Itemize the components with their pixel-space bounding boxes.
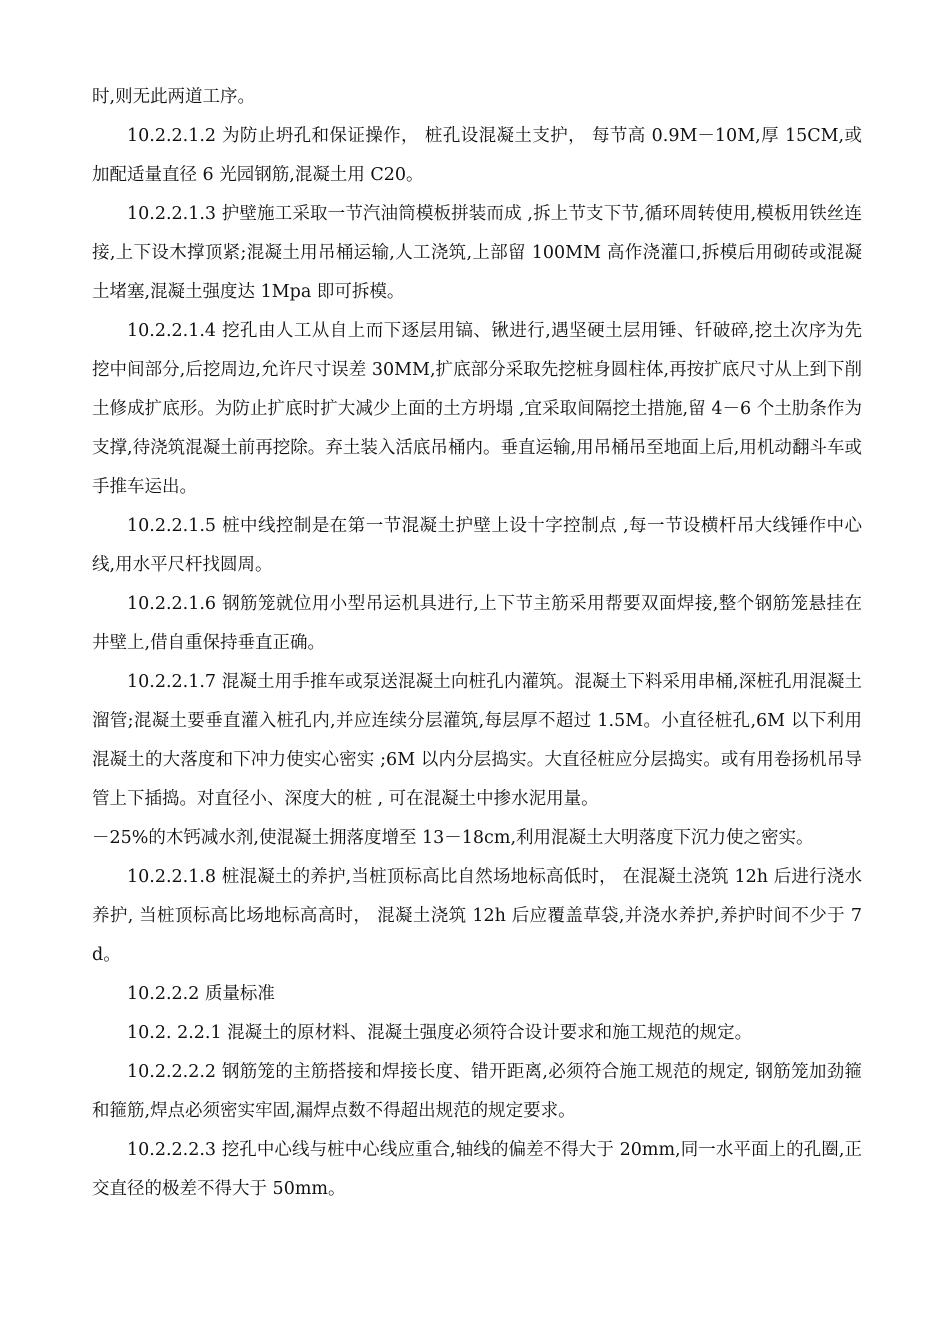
section-heading-quality-standard: 10.2.2.2 质量标准 xyxy=(127,984,275,1004)
paragraph-10-2-2-1-2: 10.2.2.1.2 为防止坍孔和保证操作， 桩孔设混凝土支护， 每节高 0.9M－10M,厚 15CM,或加配适量直径 6 光园钢筋,混凝土用 C20。 xyxy=(92,126,862,185)
paragraph-10-2-2-1-4: 10.2.2.1.4 挖孔由人工从自上而下逐层用镐、锹进行,遇坚硬土层用锤、钎破碎,挖土次序为先挖中间部分,后挖周边,允许尺寸误差 30MM,扩底部分采取先挖桩身圆柱体,再按扩底尺寸从上到下削土修成扩底形。为防止扩底时扩大减少上面的土方坍塌 ,宜采取间隔挖土措施,留 4－6 个土肋条作为支撑,待浇筑混凝土前再挖除。弃土装入活底吊桶内。垂直运输,用吊桶吊至地面上后,用机动翻斗车或手推车运出。 xyxy=(92,321,862,497)
paragraph-10-2-2-2-1: 10.2. 2.2.1 混凝土的原材料、混凝土强度必须符合设计要求和施工规范的规定。 xyxy=(127,1023,753,1043)
paragraph-10-2-2-1-5: 10.2.2.1.5 桩中线控制是在第一节混凝土护壁上设十字控制点 ,每一节设横杆吊大线锤作中心线,用水平尺杆找圆周。 xyxy=(92,516,862,575)
paragraph-admixture-note: －25%的木钙减水剂,使混凝土拥落度增至 13－18cm,利用混凝土大明落度下沉力使之密实。 xyxy=(92,828,814,848)
paragraph-10-2-2-2-3: 10.2.2.2.3 挖孔中心线与桩中心线应重合,轴线的偏差不得大于 20mm,同一水平面上的孔圈,正交直径的极差不得大于 50mm。 xyxy=(92,1140,862,1199)
paragraph-10-2-2-1-3: 10.2.2.1.3 护壁施工采取一节汽油筒模板拼装而成 ,拆上节支下节,循环周转使用,模板用铁丝连接,上下设木撑顶紧;混凝土用吊桶运输,人工浇筑,上部留 100MM 高作浇灌口,拆模后用砌砖或混凝土堵塞,混凝土强度达 1Mpa 即可拆模。 xyxy=(92,204,862,302)
paragraph-10-2-2-1-8: 10.2.2.1.8 桩混凝土的养护,当桩顶标高比自然场地标高低时， 在混凝土浇筑 12h 后进行浇水养护, 当桩顶标高比场地标高高时， 混凝土浇筑 12h 后应覆盖草袋,并浇水养护,养护时间不少于 7d。 xyxy=(92,867,862,965)
paragraph-10-2-2-1-7: 10.2.2.1.7 混凝土用手推车或泵送混凝土向桩孔内灌筑。混凝土下料采用串桶,深桩孔用混凝土溜管;混凝土要垂直灌入桩孔内,并应连续分层灌筑,每层厚不超过 1.5M。小直径桩孔,6M 以下利用混凝土的大落度和下冲力使实心密实 ;6M 以内分层捣实。大直径桩应分层捣实。或有用卷扬机吊导管上下插捣。对直径小、深度大的桩 , 可在混凝土中掺水泥用量。 xyxy=(92,672,862,809)
document-body xyxy=(92,78,862,1209)
paragraph-continuation: 时,则无此两道工序。 xyxy=(92,87,256,107)
paragraph-10-2-2-2-2: 10.2.2.2.2 钢筋笼的主筋搭接和焊接长度、错开距离,必须符合施工规范的规定, 钢筋笼加劲箍和箍筋,焊点必须密实牢固,漏焊点数不得超出规范的规定要求。 xyxy=(92,1062,862,1121)
paragraph-10-2-2-1-6: 10.2.2.1.6 钢筋笼就位用小型吊运机具进行,上下节主筋采用帮要双面焊接,整个钢筋笼悬挂在井壁上,借自重保持垂直正确。 xyxy=(92,594,862,653)
